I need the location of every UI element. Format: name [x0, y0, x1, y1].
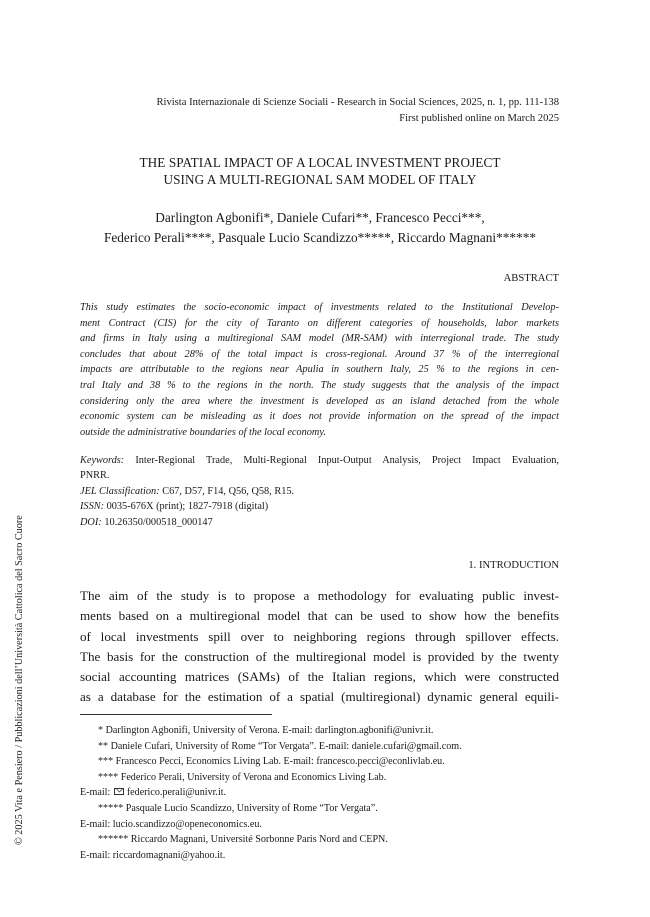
- body-line: ments based on a multiregional model that can be used to show how the benefits: [80, 608, 559, 624]
- body-text: [80, 586, 559, 708]
- email-label: E-mail:: [80, 787, 111, 799]
- abstract-line: ment Contract (CIS) for the city of Taranto on different categories of households, labor markets: [80, 317, 559, 329]
- abstract-line: concludes that about 28% of the total impact is cross-regional. Around 37 % of the interregional: [80, 348, 559, 360]
- abstract-line: This study estimates the socio-economic impact of investments related to the Institutional Develop-: [80, 302, 559, 313]
- footnote: * Darlington Agbonifi, University of Verona. E-mail: darlington.agbonifi@univr.it.: [98, 725, 434, 736]
- body-line: as a database for the estimation of a spatial (multiregional) dynamic general equili-: [80, 689, 559, 705]
- title-line-2: USING A MULTI-REGIONAL SAM MODEL OF ITALY: [163, 172, 477, 187]
- abstract-text: [80, 300, 559, 440]
- abstract-line: impacts are attributable to the regions near Apulia in southern Italy, 25 % to the regions in cen-: [80, 364, 559, 376]
- keywords-line: [80, 453, 559, 468]
- footnote-email-line: [80, 785, 559, 801]
- doi-line: [80, 515, 559, 530]
- title-line-1: THE SPATIAL IMPACT OF A LOCAL INVESTMENT PROJECT: [139, 155, 501, 170]
- authors-line-2: Federico Perali****, Pasquale Lucio Scandizzo*****, Riccardo Magnani******: [103, 230, 537, 245]
- abstract-line: economic system can be misleading as it does not provide information on the spread of the impact: [80, 411, 559, 423]
- footnotes: [80, 723, 559, 863]
- authors-line-1: Darlington Agbonifi*, Daniele Cufari**, Francesco Pecci***,: [155, 210, 485, 225]
- footnote: ***** Pasquale Lucio Scandizzo, University of Rome “Tor Vergata”.: [98, 802, 378, 814]
- footnote: ** Daniele Cufari, University of Rome “Tor Vergata”. E-mail: daniele.cufari@gmail.com.: [98, 740, 462, 752]
- envelope-icon: [114, 788, 124, 795]
- email-address: federico.perali@univr.it.: [126, 787, 227, 799]
- body-line: The aim of the study is to propose a methodology for evaluating public invest-: [80, 588, 559, 603]
- footnote-email-line: E-mail: lucio.scandizzo@openeconomics.eu.: [80, 818, 262, 830]
- copyright-notice: © 2025 Vita e Pensiero / Pubblicazioni dell’Università Cattolica del Sacro Cuore: [14, 515, 25, 845]
- journal-header: [80, 95, 559, 127]
- body-line: The basis for the construction of the multiregional model is provided by the twenty: [80, 648, 559, 664]
- paper-title: [60, 154, 580, 188]
- doi-label: DOI:: [80, 516, 102, 528]
- abstract-line: tral Italy and 38 % to the regions in the north. The study suggests that the analysis of the impact: [80, 379, 559, 391]
- issn-line: [80, 499, 559, 514]
- author-list: [60, 208, 580, 248]
- body-line: social accounting matrices (SAMs) of the Italian regions, which were constructed: [80, 669, 559, 685]
- jel-value: C67, D57, F14, Q56, Q58, R15.: [162, 485, 295, 497]
- footnote: ****** Riccardo Magnani, Université Sorbonne Paris Nord and CEPN.: [98, 834, 388, 846]
- footnote: *** Francesco Pecci, Economics Living Lab. E-mail: francesco.pecci@econlivlab.eu.: [98, 756, 445, 768]
- section-heading: 1. INTRODUCTION: [468, 560, 559, 571]
- keywords-label: Keywords:: [80, 455, 125, 466]
- footnote-email-line: E-mail: riccardomagnani@yahoo.it.: [80, 849, 226, 861]
- keywords-value: Inter-Regional Trade, Multi-Regional Input-Output Analysis, Project Impact Evaluation,: [135, 455, 559, 466]
- body-line: of local investments spill over to neighboring regions through spillover effects.: [80, 628, 559, 644]
- issn-label: ISSN:: [80, 501, 105, 513]
- footnote: **** Federico Perali, University of Verona and Economics Living Lab.: [98, 771, 387, 783]
- journal-citation: Rivista Internazionale di Scienze Sociali - Research in Social Sciences, 2025, n. 1, pp. 111-138: [156, 97, 559, 108]
- abstract-line: and firms in Italy using a multiregional SAM model (MR-SAM) with interregional trade. The study: [80, 333, 559, 345]
- jel-label: JEL Classification:: [80, 485, 160, 497]
- keywords-continued: PNRR.: [80, 470, 110, 482]
- publication-date: First published online on March 2025: [399, 113, 559, 124]
- abstract-heading: ABSTRACT: [503, 273, 559, 284]
- issn-value: 0035-676X (print); 1827-7918 (digital): [106, 501, 269, 513]
- abstract-line: considering only the area where the investment is developed as an island detached from the whole: [80, 395, 559, 407]
- footnote-divider: [80, 714, 272, 715]
- paper-metadata: [80, 453, 559, 530]
- abstract-line: outside the administrative boundaries of the local economy.: [80, 426, 326, 438]
- doi-value: 10.26350/000518_000147: [104, 516, 213, 528]
- jel-line: [80, 484, 559, 499]
